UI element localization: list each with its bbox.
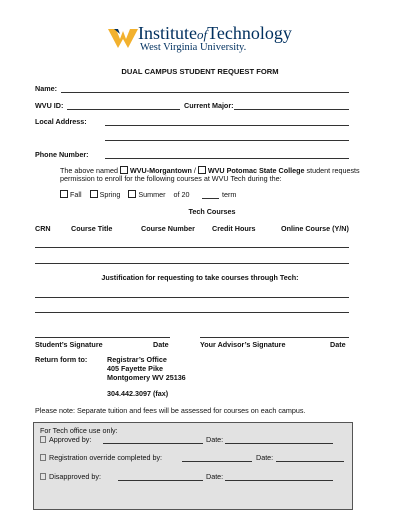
term-label: term xyxy=(222,190,237,199)
disapproved-checkbox[interactable] xyxy=(40,473,46,480)
potomac-checkbox[interactable] xyxy=(198,166,206,174)
enroll-text-3: permission to enroll for the following courses at WVU Tech during the: xyxy=(60,174,282,183)
student-signature-label: Student’s Signature xyxy=(35,340,103,349)
override-field[interactable] xyxy=(182,461,252,462)
morgantown-checkbox[interactable] xyxy=(120,166,128,174)
phone-number-label: Phone Number: xyxy=(35,150,89,159)
return-line-3: Montgomery WV 25136 xyxy=(107,373,186,382)
address-line-2[interactable] xyxy=(105,140,349,141)
logo-word-of: of xyxy=(197,27,208,42)
return-label: Return form to: xyxy=(35,355,88,364)
fees-note: Please note: Separate tuition and fees will be assessed for courses on each campus. xyxy=(35,406,306,415)
wvu-id-field[interactable] xyxy=(67,109,180,110)
course-row-line[interactable] xyxy=(35,247,349,248)
advisor-date-label: Date xyxy=(330,340,346,349)
approved-by-label: Approved by: xyxy=(49,435,92,444)
summer-label: Summer xyxy=(138,190,166,199)
disapproved-by-field[interactable] xyxy=(118,480,203,481)
name-field[interactable] xyxy=(61,92,349,93)
logo-word-institute: Institute xyxy=(138,23,197,43)
override-date-field[interactable] xyxy=(276,461,344,462)
disapproved-date-label: Date: xyxy=(206,472,224,481)
approved-date-field[interactable] xyxy=(225,443,333,444)
current-major-field[interactable] xyxy=(234,109,349,110)
student-signature-line[interactable] xyxy=(35,337,170,338)
tech-courses-heading: Tech Courses xyxy=(188,207,236,216)
disapproved-row xyxy=(40,472,101,481)
morgantown-label: WVU-Morgantown xyxy=(129,166,192,175)
override-label: Registration override completed by: xyxy=(49,453,163,462)
approved-row xyxy=(40,435,91,444)
summer-checkbox[interactable] xyxy=(128,190,136,198)
spring-checkbox[interactable] xyxy=(90,190,98,198)
term-row xyxy=(60,190,190,199)
return-line-1: Registrar’s Office xyxy=(107,355,167,364)
address-line-1[interactable] xyxy=(105,125,349,126)
col-credit-hours: Credit Hours xyxy=(212,224,256,233)
advisor-signature-line[interactable] xyxy=(200,337,349,338)
course-row-line[interactable] xyxy=(35,263,349,264)
year-field[interactable] xyxy=(202,198,219,199)
col-crn: CRN xyxy=(35,224,51,233)
advisor-signature-label: Your Advisor’s Signature xyxy=(200,340,286,349)
logo-subtitle: West Virginia University. xyxy=(140,42,247,53)
disapproved-by-label: Disapproved by: xyxy=(49,472,101,481)
approved-checkbox[interactable] xyxy=(40,436,46,443)
slash: / xyxy=(193,166,196,175)
fall-checkbox[interactable] xyxy=(60,190,68,198)
approved-by-field[interactable] xyxy=(103,443,203,444)
justification-heading: Justification for requesting to take courses through Tech: xyxy=(101,273,299,282)
name-label: Name: xyxy=(35,84,57,93)
justification-line[interactable] xyxy=(35,312,349,313)
logo-word-technology: Technology xyxy=(207,23,292,43)
student-date-label: Date xyxy=(153,340,169,349)
col-course-number: Course Number xyxy=(141,224,195,233)
col-online-course: Online Course (Y/N) xyxy=(281,224,349,233)
wvu-id-label: WVU ID: xyxy=(35,101,64,110)
enroll-text-1: The above named xyxy=(60,166,118,175)
flying-wv-icon xyxy=(108,27,138,49)
return-line-2: 405 Fayette Pike xyxy=(107,364,163,373)
phone-number-field[interactable] xyxy=(105,158,349,159)
local-address-label: Local Address: xyxy=(35,117,87,126)
fall-label: Fall xyxy=(70,190,82,199)
current-major-label: Current Major: xyxy=(184,101,234,110)
form-title: DUAL CAMPUS STUDENT REQUEST FORM xyxy=(121,67,279,76)
col-course-title: Course Title xyxy=(71,224,113,233)
override-checkbox[interactable] xyxy=(40,454,46,461)
spring-label: Spring xyxy=(99,190,121,199)
of20-label: of 20 xyxy=(173,190,190,199)
approved-date-label: Date: xyxy=(206,435,224,444)
office-title: For Tech office use only: xyxy=(40,426,118,435)
office-use-box xyxy=(33,422,353,510)
return-fax: 304.442.3097 (fax) xyxy=(107,389,169,398)
override-row xyxy=(40,453,162,462)
potomac-label: WVU Potomac State College xyxy=(207,166,305,175)
override-date-label: Date: xyxy=(256,453,274,462)
justification-line[interactable] xyxy=(35,297,349,298)
enroll-text-2: student requests xyxy=(306,166,360,175)
disapproved-date-field[interactable] xyxy=(225,480,333,481)
